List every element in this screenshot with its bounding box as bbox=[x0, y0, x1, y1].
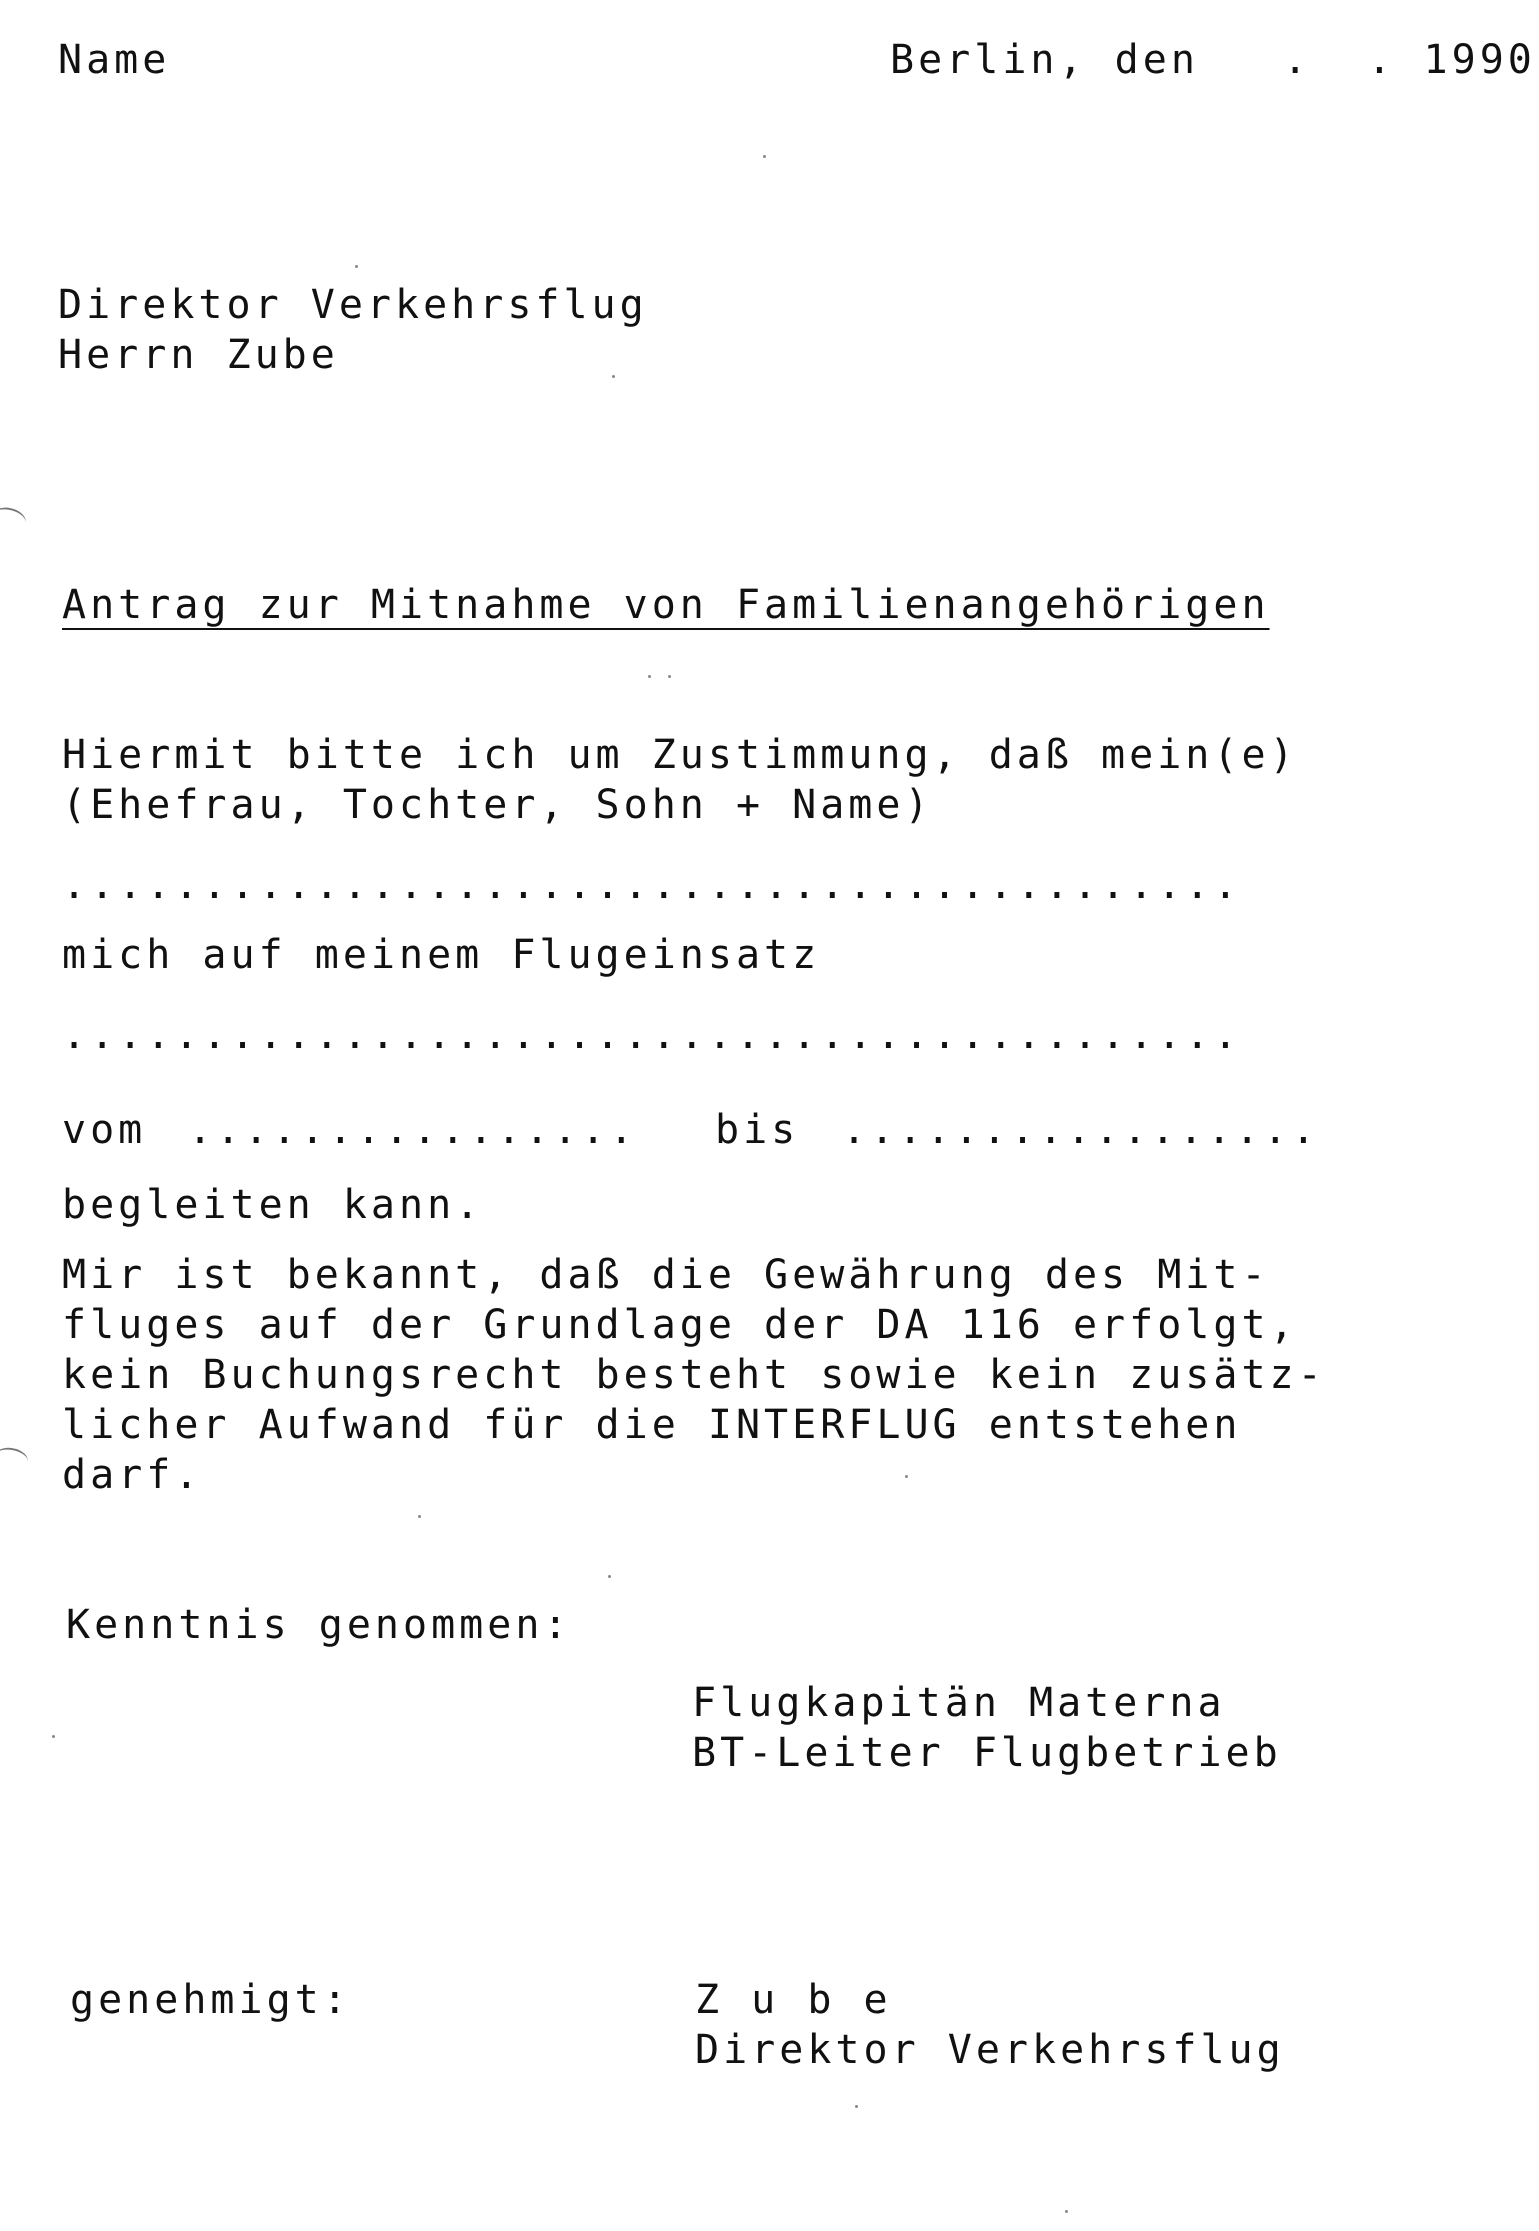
scan-speck bbox=[52, 1735, 55, 1738]
body-line-4: begleiten kann. bbox=[62, 1182, 484, 1228]
scan-mark bbox=[0, 1445, 30, 1473]
paragraph-line-3: kein Buchungsrecht besteht sowie kein zusätz- bbox=[62, 1352, 1326, 1398]
acknowledged-name: Flugkapitän Materna bbox=[692, 1680, 1226, 1726]
scan-speck bbox=[418, 1515, 421, 1518]
recipient-line-2: Herrn Zube bbox=[58, 332, 339, 378]
approved-role: Direktor Verkehrsflug bbox=[695, 2027, 1285, 2073]
scan-speck bbox=[355, 265, 358, 268]
recipient-line-1: Direktor Verkehrsflug bbox=[58, 282, 648, 328]
body-line-2: (Ehefrau, Tochter, Sohn + Name) bbox=[62, 782, 933, 828]
approved-name: Z u b e bbox=[695, 1977, 892, 2023]
place-date: Berlin, den . . 1990 bbox=[890, 37, 1536, 83]
from-dotted-field: ................ bbox=[188, 1107, 638, 1153]
scan-speck bbox=[1065, 2210, 1068, 2213]
from-label: vom bbox=[62, 1107, 147, 1153]
to-dotted-field: ................. bbox=[842, 1107, 1320, 1153]
scan-speck bbox=[612, 375, 615, 378]
approved-label: genehmigt: bbox=[70, 1977, 351, 2023]
scan-mark bbox=[0, 504, 28, 534]
body-line-3: mich auf meinem Flugeinsatz bbox=[62, 932, 821, 978]
body-line-1: Hiermit bitte ich um Zustimmung, daß mein(e) bbox=[62, 732, 1298, 778]
sender-name-label: Name bbox=[58, 37, 171, 83]
scan-speck bbox=[648, 675, 651, 678]
paragraph-line-5: darf. bbox=[62, 1452, 203, 1498]
paragraph-line-2: fluges auf der Grundlage der DA 116 erfolgt, bbox=[62, 1302, 1298, 1348]
document-title: Antrag zur Mitnahme von Familienangehörigen bbox=[62, 582, 1270, 628]
scan-speck bbox=[855, 2105, 858, 2108]
scan-speck bbox=[608, 1575, 611, 1578]
paragraph-line-4: licher Aufwand für die INTERFLUG entstehen bbox=[62, 1402, 1242, 1448]
acknowledged-role: BT-Leiter Flugbetrieb bbox=[692, 1730, 1282, 1776]
dotted-fill-line-1: .......................................... bbox=[62, 862, 1242, 908]
paragraph-line-1: Mir ist bekannt, daß die Gewährung des Mit- bbox=[62, 1252, 1270, 1298]
scan-speck bbox=[905, 1475, 908, 1478]
acknowledged-label: Kenntnis genommen: bbox=[66, 1602, 572, 1648]
scan-speck bbox=[668, 675, 671, 678]
to-label: bis bbox=[715, 1107, 800, 1153]
dotted-fill-line-2: .......................................... bbox=[62, 1012, 1242, 1058]
scan-speck bbox=[763, 155, 766, 158]
